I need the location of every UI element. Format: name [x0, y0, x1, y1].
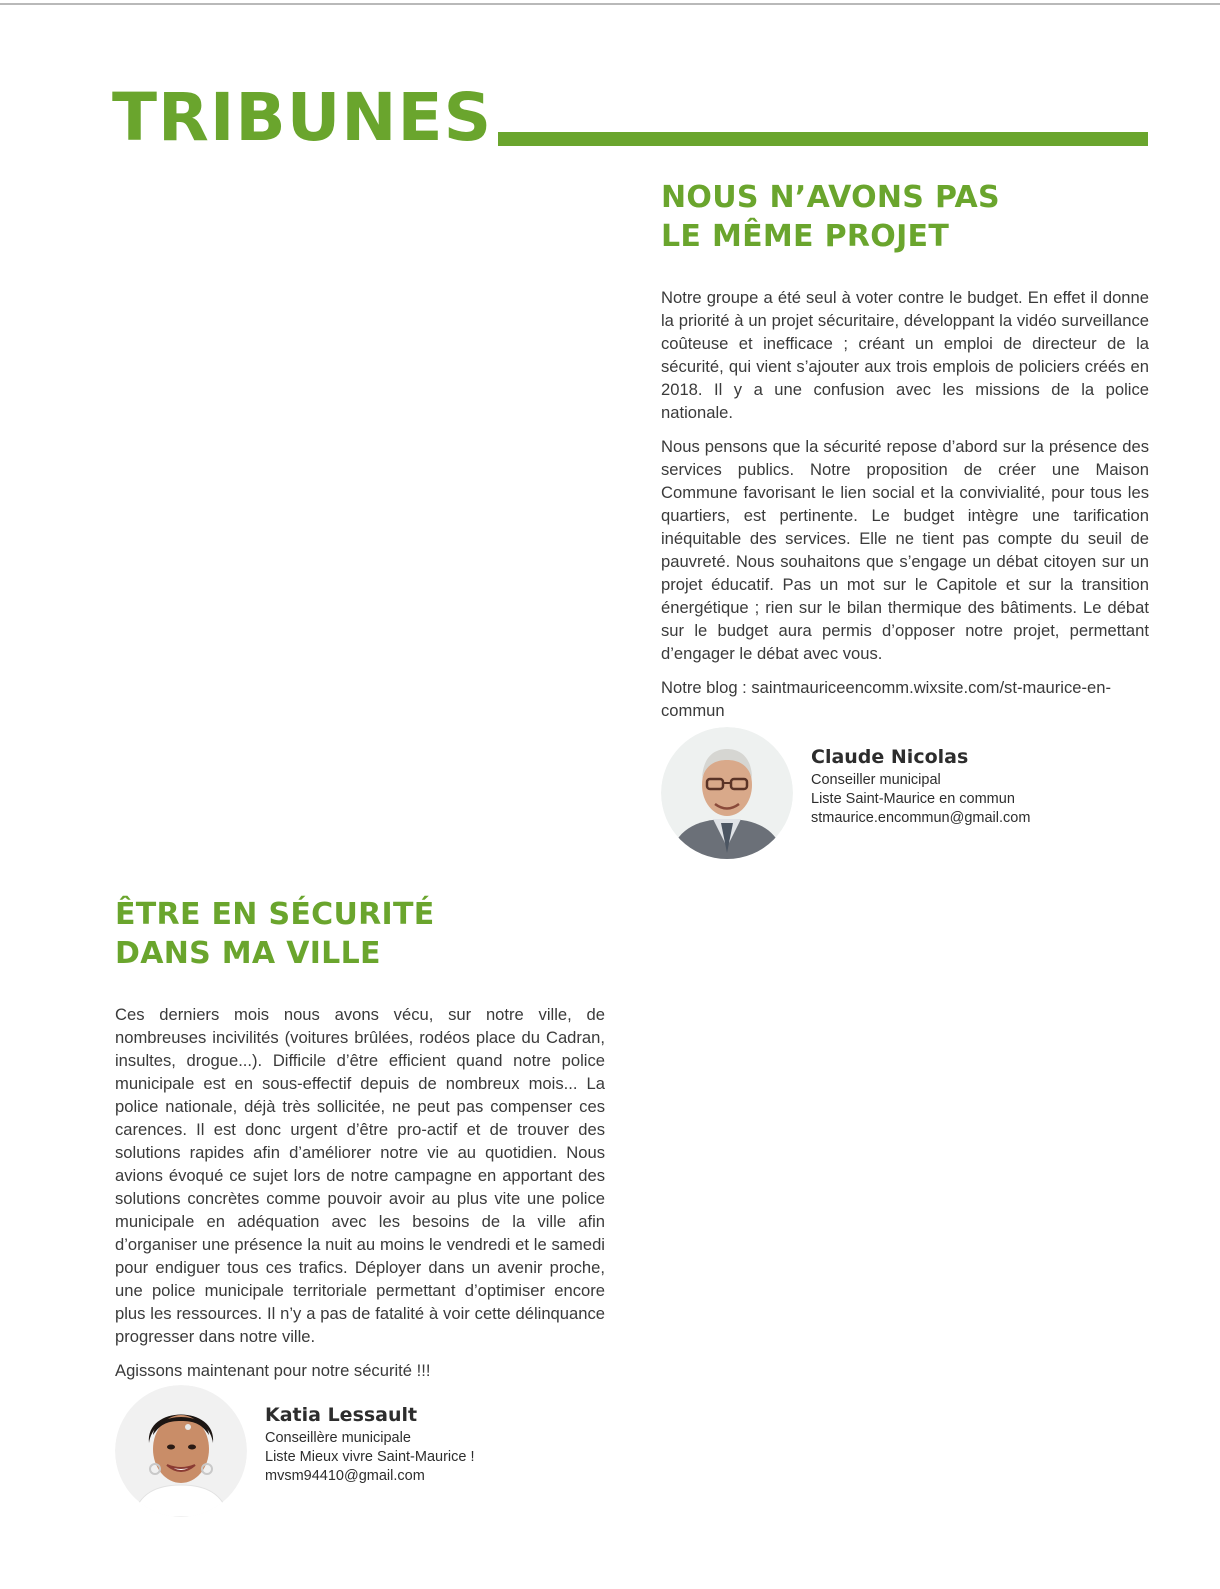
signature-text: [265, 1403, 585, 1486]
author-name: Katia Lessault: [265, 1404, 418, 1426]
heading-line-2: LE MÊME PROJET: [661, 219, 950, 254]
article-heading: [115, 895, 605, 973]
heading-line-2: DANS MA VILLE: [115, 936, 381, 971]
avatar-photo-man: [661, 727, 793, 859]
article-paragraph: Agissons maintenant pour notre sécurité !!!: [115, 1361, 431, 1380]
author-email[interactable]: mvsm94410@gmail.com: [265, 1468, 425, 1484]
tribune-article-2: [115, 895, 605, 1393]
article-paragraph: Nous pensons que la sécurité repose d’abord sur la présence des services publics. Notre proposition de créer une Maison Commune favorisant le lien social et la convivialité, pour tous les quartiers, est pertinente. Le budget intègre une tarification inéquitable des services. Elle ne tient pas compte du seuil de pauvreté. Nous souhaitons que s’engage un débat citoyen sur un projet éducatif. Pas un mot sur le Capitole et sur la transition énergétique ; rien sur le bilan thermique des bâtiments. Le débat sur le budget aura permis d’opposer notre projet, permettant d’engager le débat avec vous.: [661, 437, 1149, 663]
title-rule: [498, 132, 1148, 146]
author-role: Conseillère municipale: [265, 1430, 411, 1446]
article-paragraph: Ces derniers mois nous avons vécu, sur notre ville, de nombreuses incivilités (voitures brûlées, rodéos place du Cadran, insultes, drogue...). Difficile d’être efficient quand notre police municipale est en sous-effectif depuis de nombreux mois... La police nationale, déjà très sollicitée, ne peut pas compenser ces carences. Il est donc urgent d’être pro-actif et de trouver des solutions rapides afin d’améliorer notre vie au quotidien. Nous avions évoqué ce sujet lors de notre campagne en apportant des solutions concrètes comme pouvoir avoir au plus vite une police municipale en adéquation avec les besoins de la ville afin d’organiser une présence la nuit au moins le vendredi et le samedi pour endiguer tous ces trafics. Déployer dans un avenir proche, une police municipale territoriale permettant d’optimiser encore plus les ressources. Il n’y a pas de fatalité à voir cette délinquance progresser dans notre ville.: [115, 1005, 605, 1346]
page-title: TRIBUNES: [112, 79, 493, 156]
author-list: Liste Saint-Maurice en commun: [811, 791, 1015, 807]
heading-line-1: NOUS N’AVONS PAS: [661, 180, 1000, 215]
heading-line-1: ÊTRE EN SÉCURITÉ: [115, 897, 435, 932]
signature-text: [811, 745, 1131, 828]
article-paragraph: Notre groupe a été seul à voter contre le budget. En effet il donne la priorité à un projet sécuritaire, développant la vidéo surveillance coûteuse et inefficace ; créant un emploi de directeur de la sécurité, qui vient s’ajouter aux trois emplois de policiers créés en 2018. Il y a une confusion avec les missions de la police nationale.: [661, 288, 1149, 422]
article-heading: [661, 178, 1149, 256]
author-name: Claude Nicolas: [811, 746, 969, 768]
avatar: [661, 727, 793, 859]
avatar-photo-woman: [115, 1385, 247, 1517]
top-divider: [0, 3, 1220, 5]
avatar: [115, 1385, 247, 1517]
author-role: Conseiller municipal: [811, 772, 941, 788]
blog-link[interactable]: Notre blog : saintmauriceencomm.wixsite.com/st-maurice-en-commun: [661, 678, 1112, 720]
author-list: Liste Mieux vivre Saint-Maurice !: [265, 1449, 475, 1465]
author-email[interactable]: stmaurice.encommun@gmail.com: [811, 810, 1031, 826]
tribune-article-1: [661, 178, 1149, 733]
